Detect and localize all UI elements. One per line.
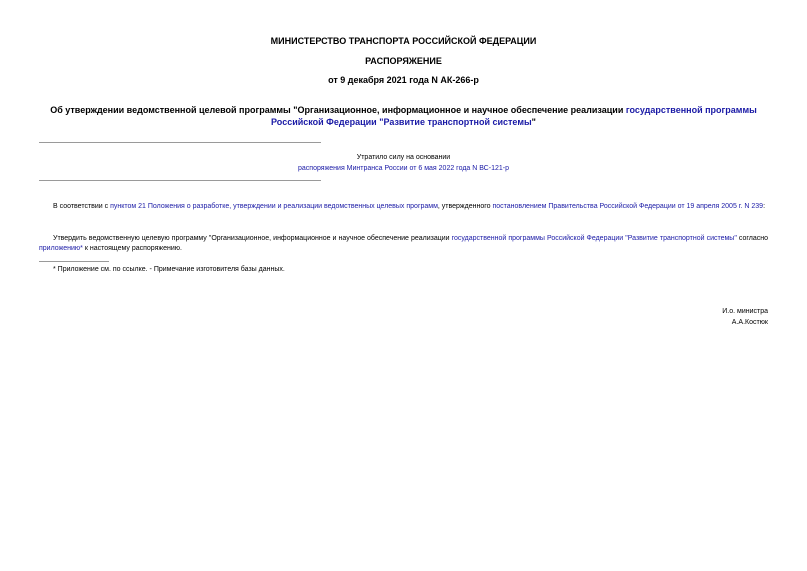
title-prefix: Об утверждении ведомственной целевой программы "Организационное, информационное и научное обеспечение реализации <box>50 105 626 115</box>
title-link-transport-system[interactable]: Российской Федерации "Развитие транспортной системы <box>271 117 532 127</box>
paragraph-approve <box>39 234 768 254</box>
paragraph-basis-text-2: , утвержденного <box>437 203 493 210</box>
title-link-state-program[interactable]: государственной программы <box>625 105 757 115</box>
status-bottom-divider <box>39 180 321 181</box>
ministry-heading: МИНИСТЕРСТВО ТРАНСПОРТА РОССИЙСКОЙ ФЕДЕРАЦИИ <box>270 36 537 46</box>
paragraph-approve-text-2: согласно <box>736 235 768 242</box>
link-state-program[interactable]: государственной программы Российской Федерации "Развитие транспортной системы" <box>451 235 737 242</box>
signature-position: И.о. министра <box>722 308 768 315</box>
paragraph-basis-text-3: : <box>763 203 766 210</box>
status-text: Утратило силу на основании <box>356 154 451 161</box>
status-repeal-link[interactable]: распоряжения Минтранса России от 6 мая 2022 года N ВС-121-р <box>298 165 509 172</box>
document-type-heading: РАСПОРЯЖЕНИЕ <box>365 56 442 66</box>
paragraph-approve-text-1: Утвердить ведомственную целевую программу "Организационное, информационное и научное обеспечение реализации <box>53 235 452 242</box>
status-link-wrap <box>0 164 807 174</box>
link-regulation-clause-21[interactable]: пунктом 21 Положения о разработке, утверждении и реализации ведомственных целевых программ <box>110 203 438 210</box>
paragraph-approve-text-3: к настоящему распоряжению. <box>82 245 182 252</box>
document-title <box>40 104 767 128</box>
link-government-decree-239[interactable]: постановлением Правительства Российской Федерации от 19 апреля 2005 г. N 239 <box>492 203 764 210</box>
paragraph-basis-text-1: В соответствии с <box>53 203 111 210</box>
document-date-heading: от 9 декабря 2021 года N АК-266-р <box>328 75 479 85</box>
link-appendix[interactable]: приложению* <box>39 245 83 252</box>
signature-name: А.А.Костюк <box>731 319 768 326</box>
status-top-divider <box>39 142 321 143</box>
footnote-text: * Приложение см. по ссылке. - Примечание изготовителя базы данных. <box>53 266 285 273</box>
title-suffix: " <box>531 117 536 127</box>
paragraph-basis <box>39 202 768 212</box>
footnote-divider <box>39 261 109 262</box>
